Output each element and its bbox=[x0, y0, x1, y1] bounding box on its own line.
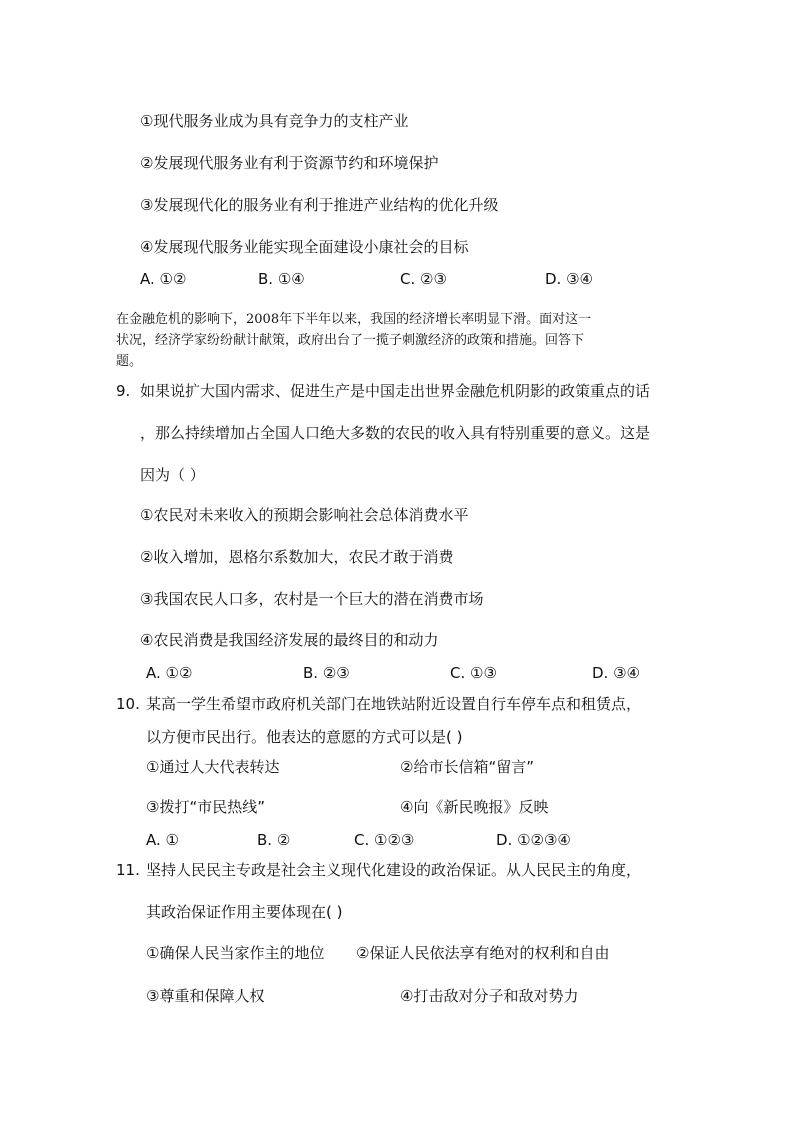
q9-choice-a: A. ①② bbox=[146, 664, 193, 682]
q11-statement-3: ③尊重和保障人权 bbox=[146, 987, 265, 1005]
q9-choice-b: B. ②③ bbox=[303, 664, 350, 682]
statement-2: ②发展现代服务业有利于资源节约和环境保护 bbox=[140, 154, 439, 172]
q10-statement-4: ④向《新民晚报》反映 bbox=[400, 798, 549, 816]
q10-statement-3: ③拨打“市民热线” bbox=[146, 798, 265, 816]
passage-line-3: 题。 bbox=[116, 354, 143, 369]
choice-b: B. ①④ bbox=[258, 270, 305, 288]
q11-stem-1: 坚持人民民主专政是社会主义现代化建设的政治保证。从人民民主的角度， bbox=[146, 861, 642, 879]
q9-stem-2: ，那么持续增加占全国人口绝大多数的农民的收入具有特别重要的意义。这是 bbox=[140, 424, 651, 442]
q9-stem-1: 如果说扩大国内需求、促进生产是中国走出世界金融危机阴影的政策重点的话 bbox=[140, 382, 651, 400]
q10-stem-2: 以方便市民出行。他表达的意愿的方式可以是( ) bbox=[146, 728, 463, 746]
q11-statement-2: ②保证人民依法享有绝对的权利和自由 bbox=[356, 944, 610, 962]
statement-1: ①现代服务业成为具有竞争力的支柱产业 bbox=[140, 112, 409, 130]
passage-line-2: 状况，经济学家纷纷献计献策，政府出台了一揽子刺激经济的政策和措施。回答下 bbox=[116, 333, 585, 348]
statement-3: ③发展现代化的服务业有利于推进产业结构的优化升级 bbox=[140, 196, 499, 214]
q9-choice-c: C. ①③ bbox=[450, 664, 497, 682]
q10-choice-a: A. ① bbox=[146, 831, 179, 849]
q10-number: 10. bbox=[116, 695, 140, 713]
choice-c: C. ②③ bbox=[400, 270, 447, 288]
q10-choice-c: C. ①②③ bbox=[354, 831, 415, 849]
q11-statement-1: ①确保人民当家作主的地位 bbox=[146, 944, 325, 962]
q9-statement-3: ③我国农民人口多，农村是一个巨大的潜在消费市场 bbox=[140, 590, 484, 608]
q11-stem-2: 其政治保证作用主要体现在( ) bbox=[146, 903, 343, 921]
q10-stem-1: 某高一学生希望市政府机关部门在地铁站附近设置自行车停车点和租赁点， bbox=[146, 695, 642, 713]
q11-number: 11. bbox=[116, 861, 140, 879]
q9-stem-3: 因为（ ） bbox=[140, 466, 205, 484]
q9-choice-d: D. ③④ bbox=[592, 664, 640, 682]
q11-statement-4: ④打击敌对分子和敌对势力 bbox=[400, 987, 579, 1005]
passage-line-1: 在金融危机的影响下，2008年下半年以来，我国的经济增长率明显下滑。面对这一 bbox=[116, 312, 592, 327]
q9-statement-1: ①农民对未来收入的预期会影响社会总体消费水平 bbox=[140, 506, 469, 524]
choice-d: D. ③④ bbox=[545, 270, 593, 288]
q10-choice-d: D. ①②③④ bbox=[496, 831, 571, 849]
q10-statement-1: ①通过人大代表转达 bbox=[146, 758, 280, 776]
q10-statement-2: ②给市长信箱“留言” bbox=[400, 758, 534, 776]
q9-number: 9. bbox=[116, 382, 131, 400]
statement-4: ④发展现代服务业能实现全面建设小康社会的目标 bbox=[140, 238, 469, 256]
choice-a: A. ①② bbox=[140, 270, 187, 288]
q10-choice-b: B. ② bbox=[257, 831, 291, 849]
q9-statement-2: ②收入增加，恩格尔系数加大，农民才敢于消费 bbox=[140, 548, 454, 566]
q9-statement-4: ④农民消费是我国经济发展的最终目的和动力 bbox=[140, 631, 439, 649]
